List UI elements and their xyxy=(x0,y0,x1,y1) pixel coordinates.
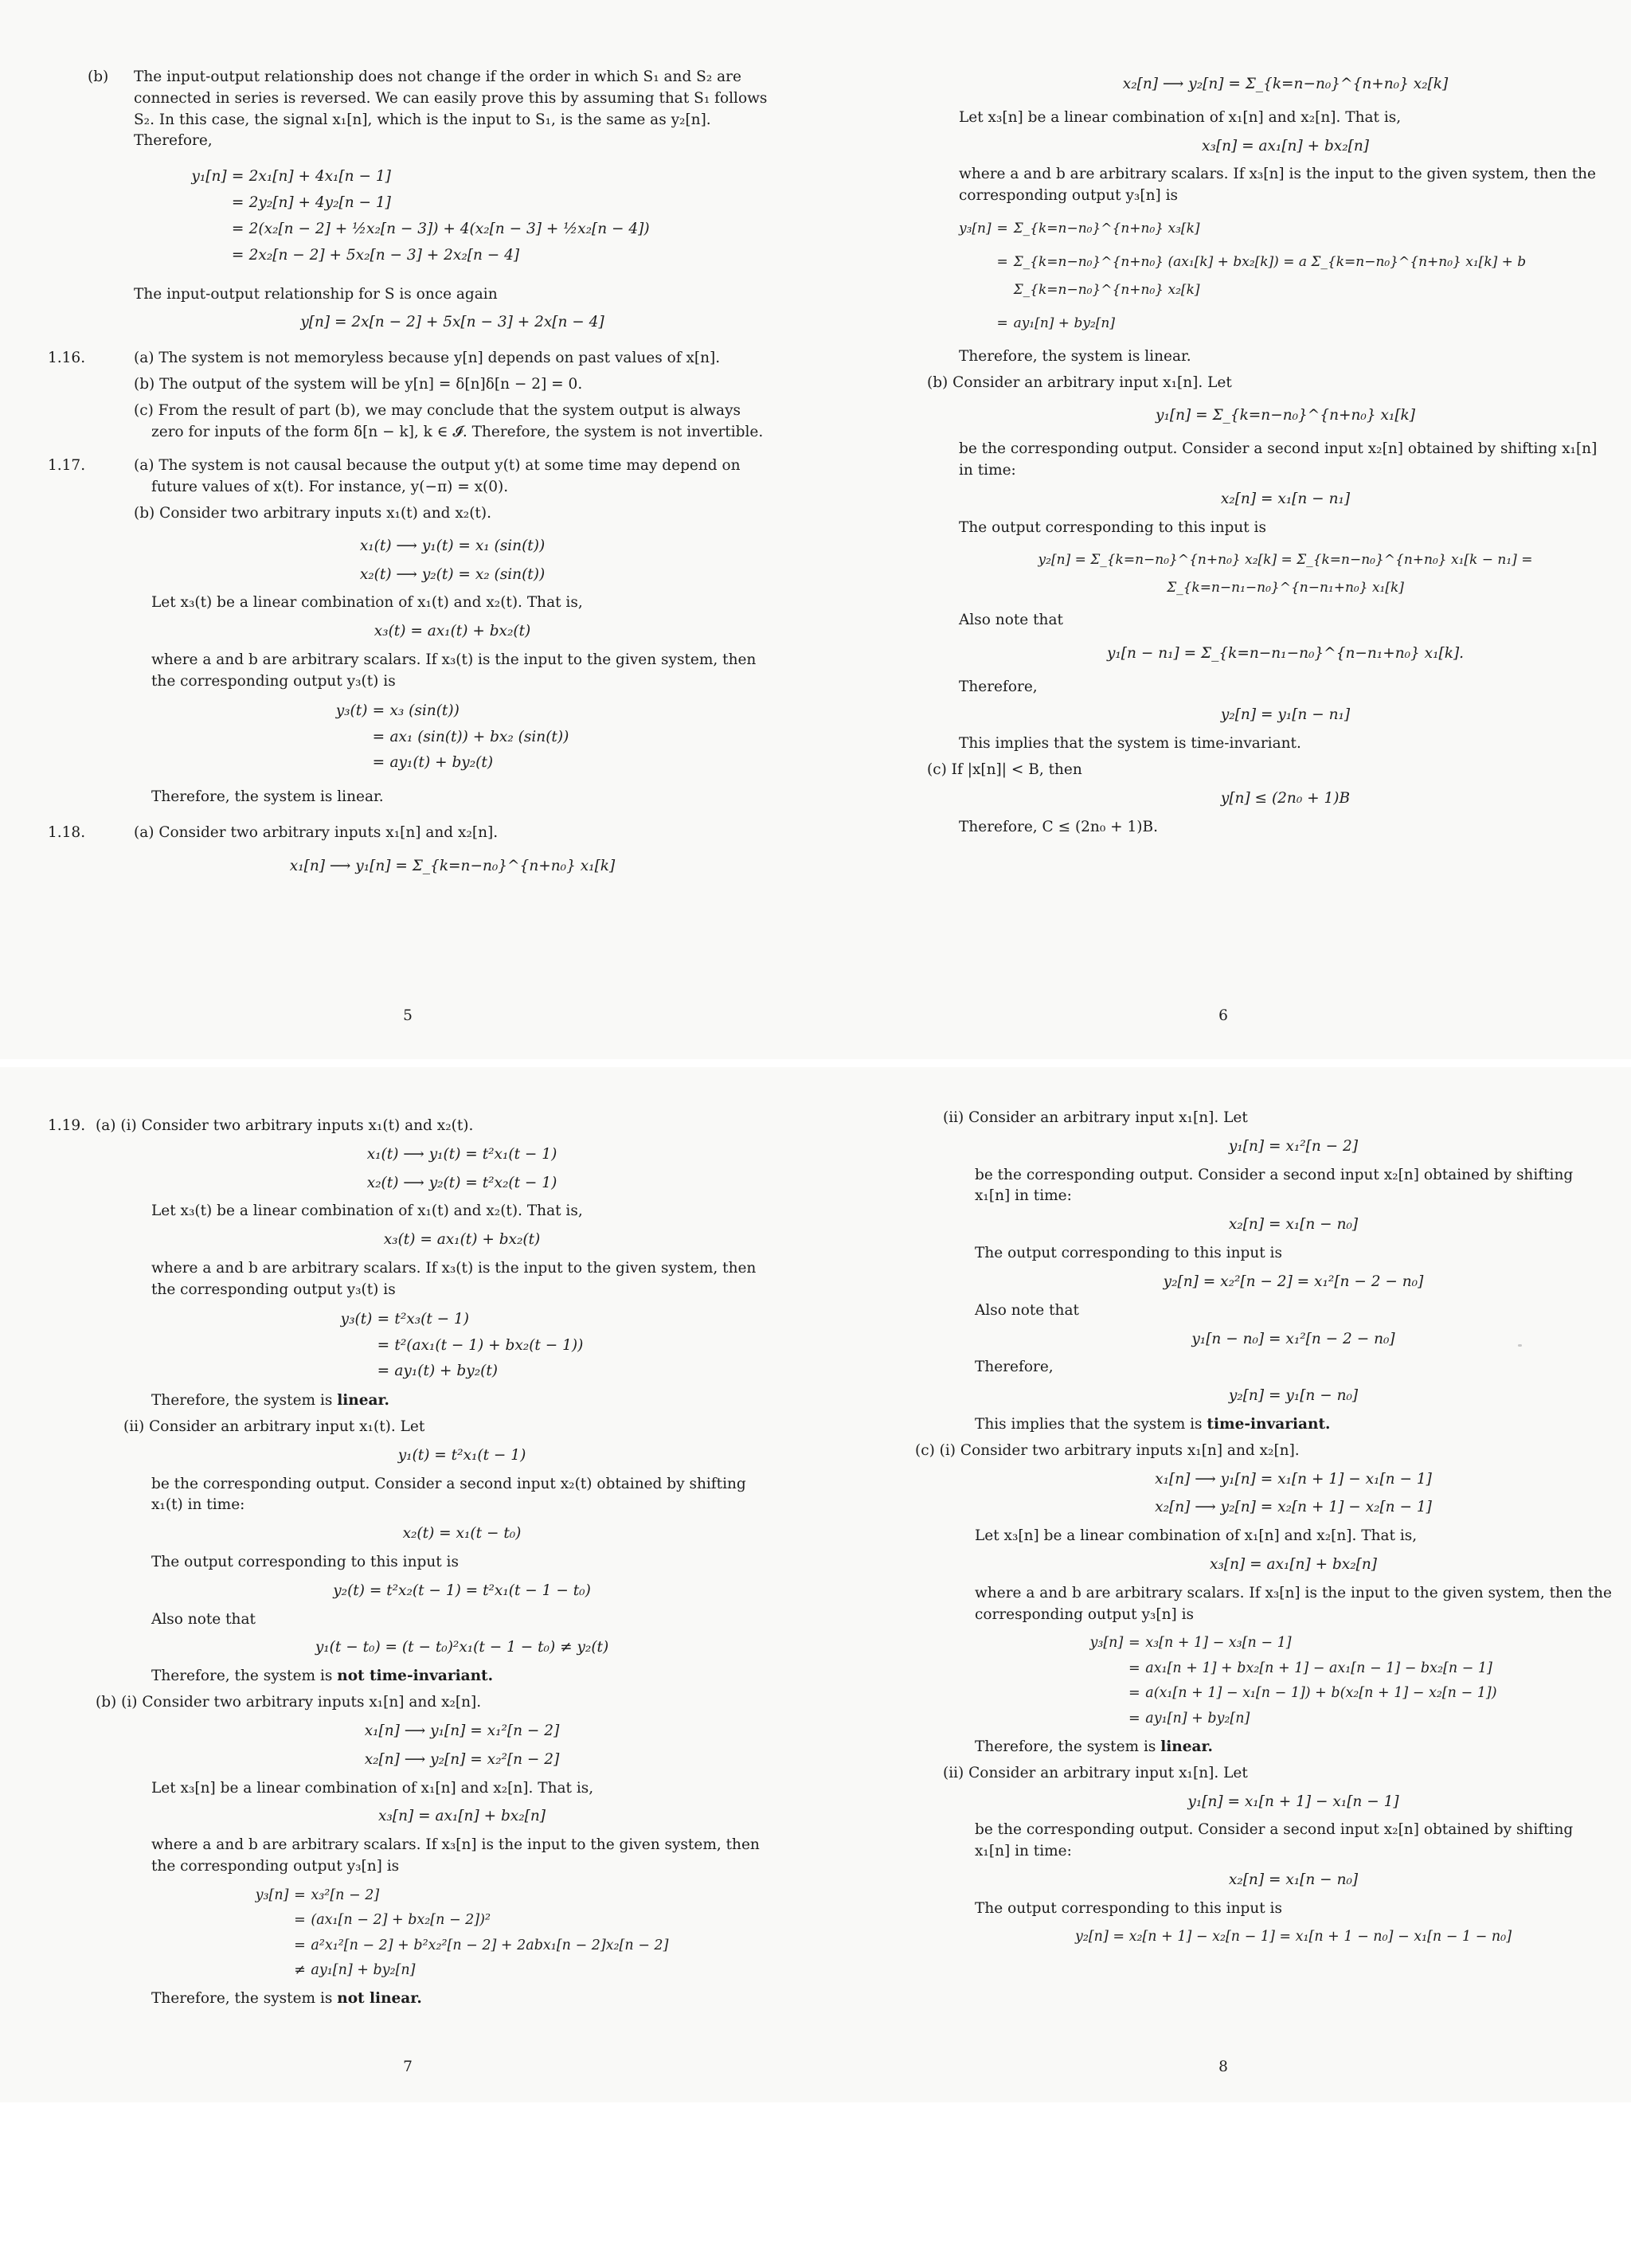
problem-number: 1.16. xyxy=(48,350,86,367)
eq-rhs: 2y₂[n] + 4y₂[n − 1] xyxy=(248,194,391,212)
eq-sign: = xyxy=(377,1336,390,1354)
paragraph: Therefore, the system is linear. xyxy=(151,788,384,806)
problem-1-18-b: (b) Consider an arbitrary input x₁[n]. Let xyxy=(927,373,1232,391)
eq-sign: = xyxy=(231,194,244,212)
eq-rhs: 2x₂[n − 2] + 5x₂[n − 3] + 2x₂[n − 4] xyxy=(248,246,520,264)
equation: y₂[n] = x₂[n + 1] − x₂[n − 1] = x₁[n + 1 − n₀] − x₁[n − 1 − n₀] xyxy=(1074,1928,1512,1945)
page-5 xyxy=(0,0,816,1059)
eq-sign: = xyxy=(372,754,385,772)
equation: x₁(t) ⟶ y₁(t) = t²x₁(t − 1) xyxy=(366,1145,557,1163)
eq-sign: = xyxy=(231,168,244,186)
equation: x₁[n] ⟶ y₁[n] = x₁[n + 1] − x₁[n − 1] xyxy=(1155,1470,1432,1488)
eq-lhs xyxy=(1089,1659,1123,1679)
page-8 xyxy=(816,1067,1631,2102)
paragraph: be the corresponding output. Consider a second input x₂[n] obtained by shifting x₁[n] in time: xyxy=(975,1166,1574,1205)
problem-number: 1.17. xyxy=(48,457,86,475)
paragraph: Therefore, xyxy=(959,678,1038,695)
eq-lhs xyxy=(256,1936,289,1956)
paragraph: be the corresponding output. Consider a second input x₂(t) obtained by shifting x₁(t) in time: xyxy=(151,1475,746,1514)
paragraph: Therefore, C ≤ (2n₀ + 1)B. xyxy=(959,818,1158,835)
text: Therefore, the system is xyxy=(975,1738,1161,1755)
equation: y₁[n] = x₁²[n − 2] xyxy=(1228,1137,1359,1155)
eq-rhs: Σ_{k=n−n₀}^{n+n₀} x₃[k] xyxy=(1013,221,1200,237)
paragraph: where a and b are arbitrary scalars. If x₃[n] is the input to the given system, then the corresponding output y₃[n] is xyxy=(959,166,1597,205)
eq-lhs xyxy=(341,1335,373,1357)
paragraph: The output corresponding to this input is xyxy=(975,1245,1282,1262)
eq-lhs: y₃(t) xyxy=(335,702,368,719)
eq-rhs: 2(x₂[n − 2] + ½x₂[n − 3]) + 4(x₂[n − 3] + ½x₂[n − 4]) xyxy=(248,220,650,237)
eq-rhs: x₃ (sin(t)) xyxy=(389,702,460,719)
equation: x₂[n] = x₁[n − n₀] xyxy=(1228,1216,1359,1234)
paragraph: Let x₃(t) be a linear combination of x₁(t) and x₂(t). That is, xyxy=(151,594,583,612)
eq-rhs: ay₁(t) + by₂(t) xyxy=(389,754,494,772)
page-7 xyxy=(0,1067,816,2102)
equation: y₂[n] = y₁[n − n₀] xyxy=(1228,1387,1359,1405)
paragraph: be the corresponding output. Consider a second input x₂[n] obtained by shifting x₁[n] in time: xyxy=(959,440,1598,479)
eq-lhs xyxy=(959,248,992,305)
equation: x₂(t) = x₁(t − t₀) xyxy=(402,1525,522,1543)
conclusion-text xyxy=(975,1737,1612,1758)
problem-1-19-b-i: (b) (i) Consider two arbitrary inputs x₁[n] and x₂[n]. xyxy=(96,1694,482,1711)
paragraph: The output corresponding to this input is xyxy=(959,518,1266,536)
paragraph: The output corresponding to this input is xyxy=(975,1899,1282,1917)
equation: y₁(t − t₀) = (t − t₀)²x₁(t − 1 − t₀) ≠ y₂(t) xyxy=(315,1639,609,1656)
paragraph: Let x₃(t) be a linear combination of x₁(t) and x₂(t). That is, xyxy=(151,1202,583,1220)
equation: x₃[n] = ax₁[n] + bx₂[n] xyxy=(1210,1556,1377,1573)
equation: y[n] = 2x[n − 2] + 5x[n − 3] + 2x[n − 4] xyxy=(300,314,604,331)
conclusion-text xyxy=(151,1390,772,1412)
eq-sign: = xyxy=(1128,1660,1140,1676)
eq-lhs xyxy=(256,1910,289,1930)
paragraph: where a and b are arbitrary scalars. If x₃[n] is the input to the given system, then the corresponding output y₃[n] is xyxy=(151,1836,760,1875)
equation-block-y3 xyxy=(959,215,1612,338)
problem-1-19-c-ii: (ii) Consider an arbitrary input x₁[n]. Let xyxy=(943,1764,1248,1781)
eq-rhs: ay₁[n] + by₂[n] xyxy=(1013,315,1115,332)
eq-sign: = xyxy=(231,246,244,264)
page-number: 5 xyxy=(403,1007,413,1025)
text: Therefore, the system is xyxy=(151,1668,338,1685)
paragraph: Also note that xyxy=(975,1301,1079,1319)
paragraph: where a and b are arbitrary scalars. If x₃(t) is the input to the given system, then the corresponding output y₃(t) is xyxy=(151,1260,757,1298)
problem-1-16-a xyxy=(48,348,771,370)
paragraph: (a) The system is not causal because the output y(t) at some time may depend on future values of x(t). For instance, y(−π) = x(0). xyxy=(134,457,741,496)
page-6 xyxy=(816,0,1631,1059)
eq-lhs: y₃[n] xyxy=(255,1887,289,1903)
equation: x₂[n] = x₁[n − n₁] xyxy=(1220,490,1351,507)
problem-1-17-b: (b) Consider two arbitrary inputs x₁(t) and x₂(t). xyxy=(134,505,491,522)
eq-sign: = xyxy=(377,1310,390,1328)
page-number: 7 xyxy=(403,2059,413,2076)
eq-sign: = xyxy=(231,220,244,237)
page-7-content xyxy=(48,1111,772,2015)
eq-lhs: y₃(t) xyxy=(340,1310,373,1328)
equation: x₂[n] ⟶ y₂[n] = x₂[n + 1] − x₂[n − 1] xyxy=(1155,1499,1432,1516)
eq-lhs xyxy=(341,1361,373,1382)
conclusion-text xyxy=(151,1666,772,1687)
page-6-content xyxy=(927,62,1612,843)
conclusion-text xyxy=(151,1988,772,2010)
eq-sign: = xyxy=(1128,1685,1140,1702)
paragraph: (a) (i) Consider two arbitrary inputs x₁(t) and x₂(t). xyxy=(96,1117,474,1134)
paragraph: Let x₃[n] be a linear combination of x₁[n] and x₂[n]. That is, xyxy=(959,108,1402,126)
problem-1-16-c: (c) From the result of part (b), we may conclude that the system output is always zero for inputs of the form δ[n − k], k ∈ 𝓘. Therefore, the system is not invertible. xyxy=(134,401,764,440)
eq-rhs: ay₁[n] + by₂[n] xyxy=(1145,1710,1250,1726)
paragraph: Therefore, the system is linear. xyxy=(959,347,1191,365)
equation: y₁(t) = t²x₁(t − 1) xyxy=(397,1446,526,1464)
eq-rhs: x₃²[n − 2] xyxy=(311,1887,380,1903)
eq-lhs xyxy=(336,727,368,749)
paragraph: be the corresponding output. Consider a second input x₂[n] obtained by shifting x₁[n] in time: xyxy=(975,1821,1574,1860)
equation: y[n] ≤ (2n₀ + 1)B xyxy=(1220,789,1351,807)
equation: x₃(t) = ax₁(t) + bx₂(t) xyxy=(374,623,531,640)
paragraph: Also note that xyxy=(151,1610,256,1628)
paragraph: where a and b are arbitrary scalars. If x₃[n] is the input to the given system, then the corresponding output y₃[n] is xyxy=(975,1584,1613,1623)
eq-rhs: 2x₁[n] + 4x₁[n − 1] xyxy=(248,168,391,186)
eq-lhs xyxy=(191,193,226,214)
eq-sign: = xyxy=(996,253,1008,270)
problem-number: 1.18. xyxy=(48,823,86,841)
eq-sign: = xyxy=(294,1937,306,1953)
eq-sign: = xyxy=(294,1887,306,1903)
scan-speck xyxy=(1518,1344,1522,1347)
eq-rhs: Σ_{k=n−n₀}^{n+n₀} (ax₁[k] + bx₂[k]) = a Σ_{k=n−n₀}^{n+n₀} x₁[k] + b Σ_{k=n−n₀}^{n+n₀} x₂[k] xyxy=(1013,253,1527,299)
equation: x₃[n] = ax₁[n] + bx₂[n] xyxy=(1202,137,1369,154)
part-label: (b) xyxy=(88,68,109,85)
eq-sign: ≠ xyxy=(294,1961,306,1978)
eq-lhs xyxy=(959,310,992,338)
equation: x₂(t) ⟶ y₂(t) = t²x₂(t − 1) xyxy=(366,1174,557,1191)
page-5-content xyxy=(48,62,771,890)
equation: y₂[n] = x₂²[n − 2] = x₁²[n − 2 − n₀] xyxy=(1163,1273,1424,1290)
equation: x₁[n] ⟶ y₁[n] = x₁²[n − 2] xyxy=(364,1722,560,1739)
eq-lhs: y₁[n] xyxy=(191,168,227,186)
equation: x₂[n] = x₁[n − n₀] xyxy=(1228,1871,1359,1888)
eq-rhs: a(x₁[n + 1] − x₁[n − 1]) + b(x₂[n + 1] − x₂[n − 1]) xyxy=(1145,1685,1497,1702)
equation: y₁[n] = Σ_{k=n−n₀}^{n+n₀} x₁[k] xyxy=(1156,407,1415,424)
paragraph: Let x₃[n] be a linear combination of x₁[n] and x₂[n]. That is, xyxy=(975,1527,1418,1545)
equation: y₂[n] = y₁[n − n₁] xyxy=(1220,706,1351,724)
problem-1-18-a xyxy=(48,823,771,844)
eq-rhs: x₃[n + 1] − x₃[n − 1] xyxy=(1145,1635,1292,1652)
bold-text: not linear. xyxy=(337,1990,422,2008)
equation-block-y3 xyxy=(151,1886,772,1981)
equation: x₁(t) ⟶ y₁(t) = x₁ (sin(t)) xyxy=(359,537,546,554)
eq-sign: = xyxy=(294,1912,306,1929)
eq-rhs: t²(ax₁(t − 1) + bx₂(t − 1)) xyxy=(394,1336,584,1354)
eq-lhs xyxy=(1089,1683,1123,1703)
paragraph: Let x₃[n] be a linear combination of x₁[n] and x₂[n]. That is, xyxy=(151,1779,594,1797)
equation-block-y1 xyxy=(70,166,771,266)
problem-1-19-a-ii: (ii) Consider an arbitrary input x₁(t). Let xyxy=(123,1418,425,1435)
page-8-content xyxy=(915,1103,1613,1954)
paragraph: (a) The system is not memoryless because y[n] depends on past values of x[n]. xyxy=(134,350,721,367)
paragraph: Therefore, xyxy=(975,1359,1054,1376)
equation: y₂(t) = t²x₂(t − 1) = t²x₁(t − 1 − t₀) xyxy=(333,1582,591,1599)
page-number: 8 xyxy=(1218,2059,1228,2076)
eq-lhs xyxy=(1089,1709,1123,1729)
paragraph: (a) Consider two arbitrary inputs x₁[n] and x₂[n]. xyxy=(134,823,499,841)
eq-lhs xyxy=(336,753,368,774)
paragraph: Also note that xyxy=(959,611,1063,628)
eq-lhs: y₃[n] xyxy=(959,221,992,237)
problem-1-19-c-i: (c) (i) Consider two arbitrary inputs x₁[n] and x₂[n]. xyxy=(915,1441,1300,1459)
eq-rhs: ax₁[n + 1] + bx₂[n + 1] − ax₁[n − 1] − bx₂[n − 1] xyxy=(1145,1660,1492,1676)
text: Therefore, the system is xyxy=(151,1392,338,1410)
eq-sign: = xyxy=(1128,1710,1140,1726)
equation: x₂(t) ⟶ y₂(t) = x₂ (sin(t)) xyxy=(359,565,546,583)
equation: x₃(t) = ax₁(t) + bx₂(t) xyxy=(383,1231,541,1249)
eq-sign: = xyxy=(377,1363,390,1380)
equation: x₃[n] = ax₁[n] + bx₂[n] xyxy=(378,1808,546,1825)
equation: y₂[n] = Σ_{k=n−n₀}^{n+n₀} x₂[k] = Σ_{k=n−n₀}^{n+n₀} x₁[k − n₁] = Σ_{k=n−n₁−n₀}^{n−n₁+n₀} x₁[k] xyxy=(1038,551,1533,596)
bold-text: time-invariant. xyxy=(1207,1415,1331,1433)
problem-1-18-c: (c) If |x[n]| < B, then xyxy=(927,761,1082,779)
conclusion-text xyxy=(975,1414,1612,1436)
eq-rhs: a²x₁²[n − 2] + b²x₂²[n − 2] + 2abx₁[n − 2]x₂[n − 2] xyxy=(311,1937,669,1953)
eq-sign: = xyxy=(372,728,385,745)
eq-sign: = xyxy=(996,221,1008,237)
problem-1-17-a xyxy=(48,456,771,499)
paragraph: The output corresponding to this input is xyxy=(151,1554,459,1570)
eq-sign: = xyxy=(1128,1635,1140,1652)
equation-block-y3 xyxy=(134,701,771,774)
bold-text: not time-invariant. xyxy=(337,1668,494,1685)
equation-block-y3 xyxy=(975,1633,1612,1729)
eq-lhs xyxy=(191,219,226,240)
paragraph: The input-output relationship for S is once again xyxy=(134,285,498,303)
eq-lhs xyxy=(191,245,226,267)
page-number: 6 xyxy=(1218,1007,1228,1025)
paragraph: where a and b are arbitrary scalars. If x₃(t) is the input to the given system, then the corresponding output y₃(t) is xyxy=(151,651,757,690)
problem-1-19-b-ii: (ii) Consider an arbitrary input x₁[n]. Let xyxy=(943,1109,1248,1126)
equation: y₁[n − n₁] = Σ_{k=n−n₁−n₀}^{n−n₁+n₀} x₁[k]. xyxy=(1106,644,1465,662)
problem-number: 1.19. xyxy=(48,1117,86,1134)
bold-text: linear. xyxy=(1160,1738,1214,1755)
bold-text: linear. xyxy=(337,1392,390,1410)
equation: y₁[n − n₀] = x₁²[n − 2 − n₀] xyxy=(1191,1330,1395,1347)
eq-lhs: y₃[n] xyxy=(1089,1635,1124,1652)
eq-rhs: ax₁ (sin(t)) + bx₂ (sin(t)) xyxy=(389,728,569,745)
eq-rhs: t²x₃(t − 1) xyxy=(394,1310,470,1328)
paragraph: The input-output relationship does not change if the order in which S₁ and S₂ are connected in series is reversed. We can easily prove this by assuming that S₁ follows S₂. In this case, the signal x₁[n], which is the input to S₁, is the same as y₂[n]. Therefore, xyxy=(134,68,768,150)
problem-1-16-b: (b) The output of the system will be y[n] = δ[n]δ[n − 2] = 0. xyxy=(134,375,583,393)
problem-1-19-a-i xyxy=(48,1116,772,1137)
equation-block-y3 xyxy=(151,1309,772,1382)
text: This implies that the system is xyxy=(975,1415,1207,1433)
equation: x₂[n] ⟶ y₂[n] = Σ_{k=n−n₀}^{n+n₀} x₂[k] xyxy=(1122,76,1449,92)
eq-rhs: ay₁[n] + by₂[n] xyxy=(311,1961,416,1978)
eq-lhs xyxy=(256,1961,289,1981)
equation: y₁[n] = x₁[n + 1] − x₁[n − 1] xyxy=(1187,1793,1399,1810)
equation: x₁[n] ⟶ y₁[n] = Σ_{k=n−n₀}^{n+n₀} x₁[k] xyxy=(289,857,616,874)
eq-sign: = xyxy=(372,702,385,719)
eq-rhs: (ax₁[n − 2] + bx₂[n − 2])² xyxy=(311,1912,491,1929)
paragraph: This implies that the system is time-invariant. xyxy=(959,735,1301,753)
eq-sign: = xyxy=(996,315,1008,332)
equation: x₂[n] ⟶ y₂[n] = x₂²[n − 2] xyxy=(364,1750,560,1768)
eq-rhs: ay₁(t) + by₂(t) xyxy=(394,1363,499,1380)
text: Therefore, the system is xyxy=(151,1990,338,2008)
